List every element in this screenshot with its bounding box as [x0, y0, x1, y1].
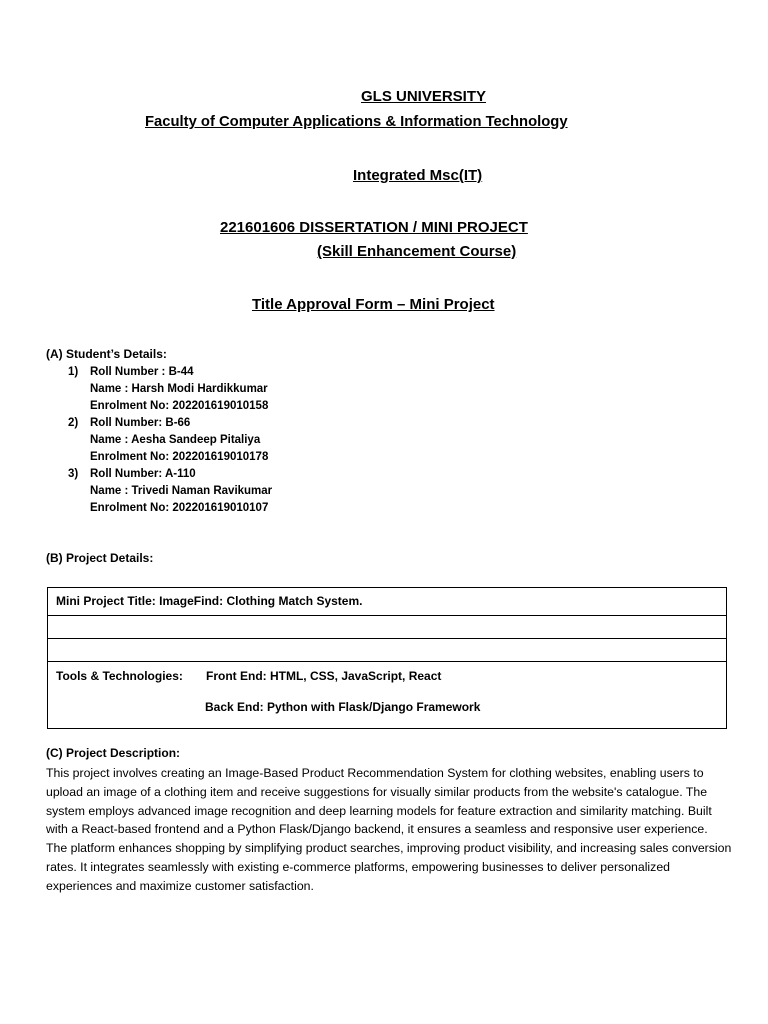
document-page: GLS UNIVERSITY Faculty of Computer Applications & Information Technology Integrated Msc(IT) 221601606 DISSERTATION / MINI PROJECT (Skill Enhancement Course) Title Approval Form – Mini Project (A) Student’s Details: 1) Roll Number : B-44 Name : Harsh Modi Hardikkumar Enrolment No: 202201619010158 2) Roll Number: B-66 Name : Aesha Sandeep Pitaliya Enrolment No: 202201619010178 3) Roll Number: A-110 Name : Trivedi Naman Ravikumar Enrolment No: 202201619010107 (B) Project Details: Mini Project Title: ImageFind: Clothing Match System. Tools & Technologies: Front End: HTML, CSS, JavaScript, React Back End: Python with Flask/Django Framework (C) Project Description: This project involves creating an Image-Based Product Recommendation System for clothing websites, enabling users to upload an image of a clothing item and receive suggestions for visually similar products from the website's catalogue. The system employs advanced image recognition and deep learning models for feature extraction and similarity matching. Built with a React-based frontend and a Python Flask/Django backend, it ensures a seamless and responsive user experience. The platform enhances shopping by simplifying product searches, improving product visibility, and increasing sales conversion rates. It integrates seamlessly with existing e-commerce platforms, empowering businesses to deliver personalized experiences and maximize customer satisfaction. — [0, 0, 768, 1024]
table-row — [48, 616, 727, 639]
table-row — [48, 639, 727, 662]
project-details-table — [47, 587, 727, 729]
course-type: (Skill Enhancement Course) — [317, 243, 517, 260]
project-heading: (B) Project Details: — [46, 551, 154, 565]
student-2-number: 2) — [68, 417, 79, 429]
student-1-number: 1) — [68, 366, 79, 378]
front-end-tech: Front End: HTML, CSS, JavaScript, React — [206, 669, 442, 683]
tools-cell — [48, 662, 727, 729]
form-title: Title Approval Form – Mini Project — [252, 296, 495, 313]
project-description — [46, 764, 736, 896]
program-name: Integrated Msc(IT) — [353, 167, 483, 184]
table-row — [48, 662, 727, 729]
students-heading: (A) Student’s Details: — [46, 347, 167, 361]
university-name: GLS UNIVERSITY — [361, 88, 487, 105]
empty-cell — [48, 639, 727, 662]
project-title-cell: Mini Project Title: ImageFind: Clothing Match System. — [48, 588, 727, 616]
table-row — [48, 588, 727, 616]
course-code-title: 221601606 DISSERTATION / MINI PROJECT — [220, 219, 528, 236]
faculty-name: Faculty of Computer Applications & Information Technology — [145, 114, 568, 130]
description-paragraph-1: This project involves creating an Image-Based Product Recommendation System for clothing websites, enabling users to upload an image of a clothing item and receive suggestions for visually similar products from the website's catalogue. The system employs advanced image recognition and deep learning models for feature extraction and similarity matching. Built with a React-based frontend and a Python Flask/Django backend, it ensures a seamless and responsive user experience. — [46, 766, 712, 837]
description-heading: (C) Project Description: — [46, 746, 181, 760]
student-3-number: 3) — [68, 468, 79, 480]
back-end-tech: Back End: Python with Flask/Django Framework — [205, 700, 481, 714]
empty-cell — [48, 616, 727, 639]
description-paragraph-2: The platform enhances shopping by simplifying product searches, improving product visibility, and increasing sales conversion rates. It integrates seamlessly with existing e-commerce platforms, empowering businesses to deliver personalized experiences and maximize customer satisfaction. — [46, 841, 732, 893]
tools-label: Tools & Technologies: — [56, 669, 183, 683]
